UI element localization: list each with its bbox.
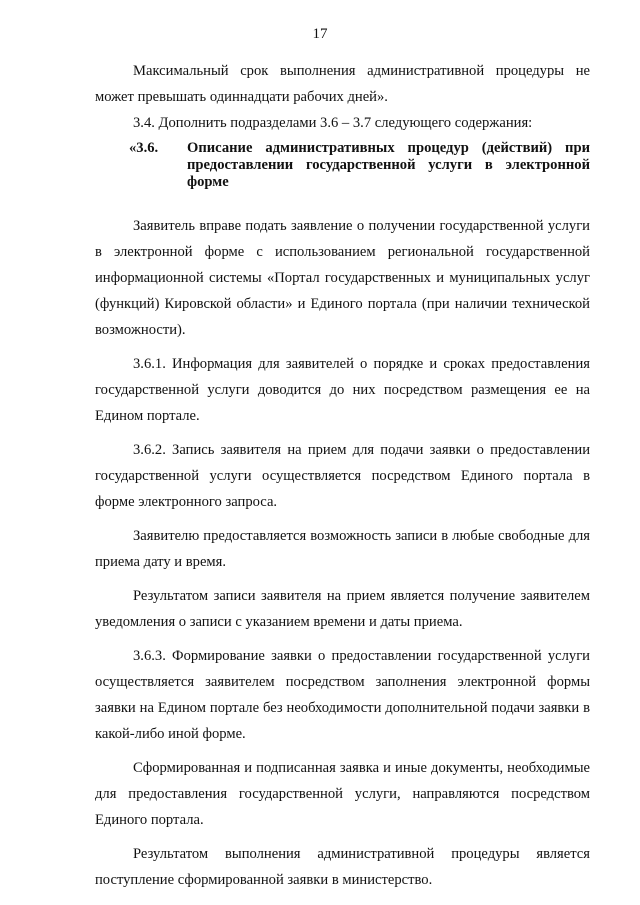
paragraph-appointment-result: Результатом записи заявителя на прием является получение заявителем уведомления о записи с указанием времени и даты приема. — [95, 588, 590, 630]
paragraph-3-6-2: 3.6.2. Запись заявителя на прием для подачи заявки о предоставлении государственной услуги осуществляется посредством Единого портала в форме электронного запроса. — [95, 442, 590, 510]
section-heading — [95, 140, 590, 191]
paragraph-applicant-right: Заявитель вправе подать заявление о получении государственной услуги в электронной форме с использованием региональной государственной информационной системы «Портал государственных и муниципальных услуг (функций) Кировской области» и Единого портала (при наличии технической возможности). — [95, 218, 590, 338]
section-title: Описание административных процедур (действий) при предоставлении государственной услуги в электронной форме — [187, 140, 590, 190]
paragraph-3-6-3: 3.6.3. Формирование заявки о предоставлении государственной услуги осуществляется заявителем посредством заполнения электронной формы заявки на Едином портале без необходимости дополнительной подачи заявки в какой-либо иной форме. — [95, 648, 590, 742]
paragraph-amendment: 3.4. Дополнить подразделами 3.6 – 3.7 следующего содержания: — [133, 115, 533, 131]
document-body — [95, 58, 590, 893]
paragraph-max-term: Максимальный срок выполнения административной процедуры не может превышать одиннадцати рабочих дней». — [95, 63, 590, 105]
paragraph-3-6-1: 3.6.1. Информация для заявителей о порядке и сроках предоставления государственной услуги доводится до них посредством размещения ее на Едином портале. — [95, 356, 590, 424]
paragraph-documents: Сформированная и подписанная заявка и иные документы, необходимые для предоставления государственной услуги, направляются посредством Единого портала. — [95, 760, 590, 828]
page-number: 17 — [312, 26, 328, 42]
paragraph-appointment-option: Заявителю предоставляется возможность записи в любые свободные для приема дату и время. — [95, 528, 590, 570]
paragraph-procedure-result: Результатом выполнения административной процедуры является поступление сформированной заявки в министерство. — [95, 846, 590, 888]
section-number: «3.6. — [129, 140, 159, 156]
